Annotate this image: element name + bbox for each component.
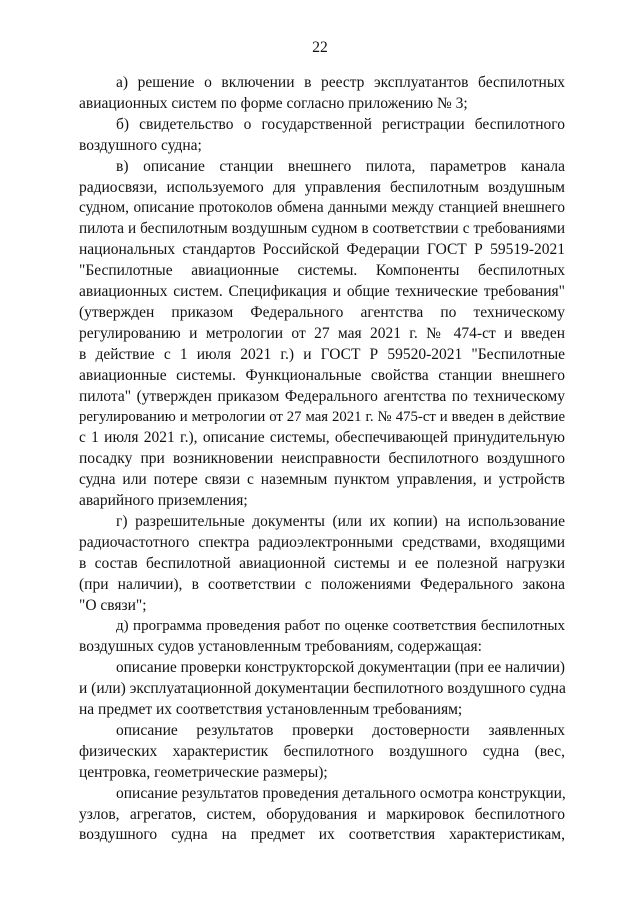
text-line: в состав беспилотной авиационной системы и ее полезной нагрузки — [79, 554, 565, 572]
text-line: посадку при возникновении неисправности беспилотного воздушного — [79, 450, 565, 468]
text-line: описание результатов проведения детального осмотра конструкции, — [116, 784, 566, 802]
text-line: судном, описание протоколов обмена данными между станцией внешнего — [79, 199, 565, 217]
text-line: авиационных систем по форме согласно приложению № 3; — [79, 94, 468, 112]
text-line: "Беспилотные авиационные системы. Компоненты беспилотных — [79, 262, 565, 280]
text-line: центровка, геометрические размеры); — [79, 763, 328, 781]
text-line: в действие с 1 июля 2021 г.) и ГОСТ Р 59520-2021 "Беспилотные — [79, 345, 565, 363]
text-line: описание результатов проверки достоверности заявленных — [116, 721, 565, 739]
text-line: г) разрешительные документы (или их копии) на использование — [116, 512, 565, 530]
text-line: в) описание станции внешнего пилота, параметров канала — [116, 157, 565, 175]
text-line: с 1 июля 2021 г.), описание системы, обеспечивающей принудительную — [79, 429, 565, 447]
text-line: авиационных систем. Спецификация и общие технические требования" — [79, 283, 565, 300]
text-line: на предмет их соответствия установленным требованиям; — [79, 701, 463, 718]
text-line: судна или потере связи с наземным пунктом управления, и устройств — [79, 471, 565, 489]
text-line: физических характеристик беспилотного воздушного судна (вес, — [79, 742, 565, 760]
text-line: регулированию и метрологии от 27 мая 2021 г. № 475-ст и введен в действие — [79, 409, 565, 426]
text-line: воздушных судов установленным требованиям, содержащая: — [79, 638, 482, 656]
text-line: пилота" (утвержден приказом Федерального агентства по техническому — [79, 387, 565, 405]
text-line: аварийного приземления; — [79, 492, 248, 509]
text-line: воздушного судна на предмет их соответствия характеристикам, — [79, 826, 565, 844]
text-line: а) решение о включении в реестр эксплуатантов беспилотных — [116, 74, 565, 91]
text-line: национальных стандартов Российской Федерации ГОСТ Р 59519-2021 — [79, 241, 565, 259]
text-line: (утвержден приказом Федерального агентства по техническому — [79, 303, 565, 321]
text-line: "О связи"; — [79, 596, 147, 614]
text-line: воздушного судна; — [79, 136, 202, 154]
text-line: д) программа проведения работ по оценке соответствия беспилотных — [116, 618, 565, 635]
text-line: описание проверки конструкторской документации (при ее наличии) — [116, 659, 565, 677]
text-line: радиосвязи, используемого для управления беспилотным воздушным — [79, 178, 565, 196]
text-line: узлов, агрегатов, систем, оборудования и маркировок беспилотного — [79, 805, 565, 823]
text-line: радиочастотного спектра радиоэлектронными средствами, входящими — [79, 533, 565, 551]
text-line: пилота и беспилотным воздушным судном в соответствии с требованиями — [79, 220, 565, 238]
text-line: б) свидетельство о государственной регистрации беспилотного — [116, 115, 565, 133]
text-line: регулированию и метрологии от 27 мая 2021 г. № 474-ст и введен — [79, 324, 565, 342]
text-line: (при наличии), в соответствии с положениями Федерального закона — [79, 575, 565, 593]
text-line: авиационные системы. Функциональные свойства станции внешнего — [79, 366, 565, 384]
text-line: и (или) эксплуатационной документации беспилотного воздушного судна — [79, 680, 566, 698]
page-number: 22 — [312, 39, 328, 56]
